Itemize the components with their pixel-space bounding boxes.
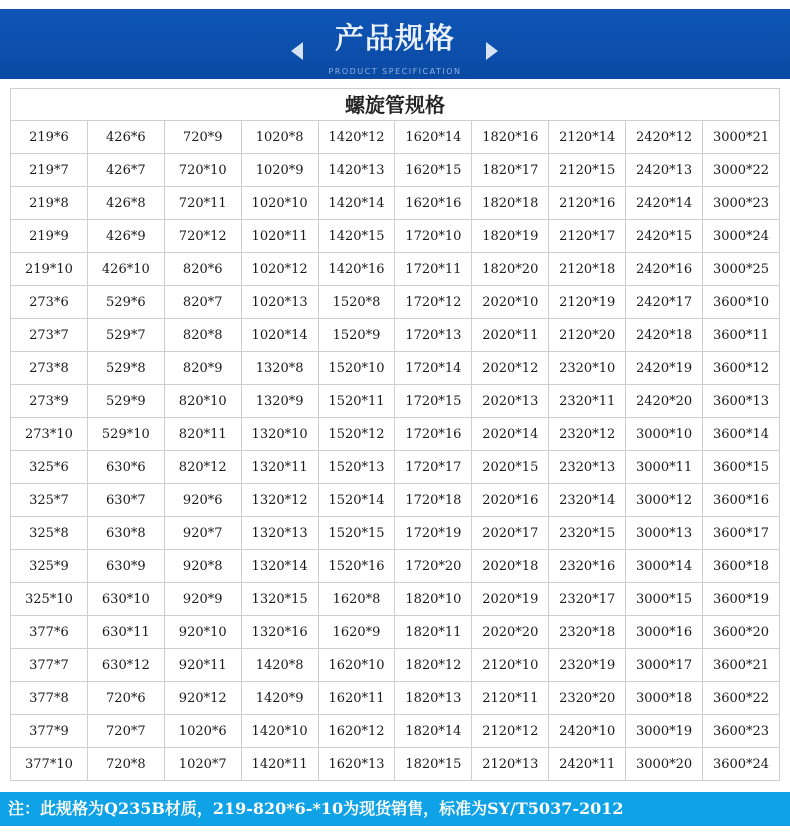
spec-table	[10, 120, 780, 781]
table-cell: 377*7	[11, 649, 88, 682]
table-cell: 2420*15	[626, 220, 703, 253]
table-cell: 2020*16	[472, 484, 549, 517]
table-cell: 2320*12	[549, 418, 626, 451]
table-cell: 1720*15	[395, 385, 472, 418]
table-row	[11, 583, 780, 616]
table-cell: 720*9	[164, 121, 241, 154]
table-cell: 920*9	[164, 583, 241, 616]
table-cell: 3600*20	[703, 616, 780, 649]
table-cell: 273*7	[11, 319, 88, 352]
table-row	[11, 352, 780, 385]
table-cell: 1420*15	[318, 220, 395, 253]
table-cell: 2120*20	[549, 319, 626, 352]
table-row	[11, 187, 780, 220]
table-cell: 3600*13	[703, 385, 780, 418]
table-cell: 2420*18	[626, 319, 703, 352]
table-cell: 377*10	[11, 748, 88, 781]
table-cell: 1520*8	[318, 286, 395, 319]
table-cell: 1620*8	[318, 583, 395, 616]
table-cell: 1020*12	[241, 253, 318, 286]
table-cell: 1820*17	[472, 154, 549, 187]
table-cell: 219*10	[11, 253, 88, 286]
table-cell: 1520*16	[318, 550, 395, 583]
table-cell: 1420*8	[241, 649, 318, 682]
table-cell: 820*10	[164, 385, 241, 418]
table-cell: 630*10	[87, 583, 164, 616]
table-cell: 3600*18	[703, 550, 780, 583]
table-row	[11, 319, 780, 352]
table-cell: 2120*15	[549, 154, 626, 187]
table-cell: 273*6	[11, 286, 88, 319]
table-cell: 1020*10	[241, 187, 318, 220]
table-cell: 2320*16	[549, 550, 626, 583]
table-cell: 529*7	[87, 319, 164, 352]
table-row	[11, 451, 780, 484]
table-cell: 325*9	[11, 550, 88, 583]
table-cell: 3000*20	[626, 748, 703, 781]
table-cell: 2020*17	[472, 517, 549, 550]
table-cell: 1720*14	[395, 352, 472, 385]
table-cell: 1420*10	[241, 715, 318, 748]
table-cell: 529*9	[87, 385, 164, 418]
table-cell: 1820*10	[395, 583, 472, 616]
table-cell: 2320*15	[549, 517, 626, 550]
table-cell: 1720*18	[395, 484, 472, 517]
table-cell: 1420*12	[318, 121, 395, 154]
table-cell: 3000*16	[626, 616, 703, 649]
chevron-right-icon	[484, 42, 500, 60]
table-row	[11, 154, 780, 187]
table-cell: 1520*10	[318, 352, 395, 385]
table-row	[11, 550, 780, 583]
table-cell: 426*8	[87, 187, 164, 220]
table-cell: 219*8	[11, 187, 88, 220]
page-title: 产品规格	[334, 21, 455, 55]
table-cell: 1620*10	[318, 649, 395, 682]
table-cell: 1720*13	[395, 319, 472, 352]
table-cell: 2120*14	[549, 121, 626, 154]
table-cell: 3600*15	[703, 451, 780, 484]
table-cell: 720*12	[164, 220, 241, 253]
table-cell: 3600*21	[703, 649, 780, 682]
table-cell: 3000*21	[703, 121, 780, 154]
table-cell: 2120*11	[472, 682, 549, 715]
table-cell: 920*11	[164, 649, 241, 682]
table-cell: 377*9	[11, 715, 88, 748]
table-cell: 820*11	[164, 418, 241, 451]
table-cell: 2020*13	[472, 385, 549, 418]
table-cell: 1420*11	[241, 748, 318, 781]
table-cell: 630*12	[87, 649, 164, 682]
table-cell: 3000*19	[626, 715, 703, 748]
table-cell: 1020*9	[241, 154, 318, 187]
table-cell: 1320*14	[241, 550, 318, 583]
table-row	[11, 682, 780, 715]
table-row	[11, 715, 780, 748]
table-cell: 1320*15	[241, 583, 318, 616]
page-subtitle: PRODUCT SPECIFICATION	[328, 67, 462, 76]
table-cell: 1520*13	[318, 451, 395, 484]
table-cell: 325*10	[11, 583, 88, 616]
table-cell: 920*7	[164, 517, 241, 550]
table-row	[11, 484, 780, 517]
table-cell: 820*7	[164, 286, 241, 319]
table-cell: 1820*18	[472, 187, 549, 220]
table-cell: 1520*12	[318, 418, 395, 451]
table-cell: 2120*18	[549, 253, 626, 286]
table-cell: 529*6	[87, 286, 164, 319]
table-cell: 720*8	[87, 748, 164, 781]
table-cell: 2420*16	[626, 253, 703, 286]
table-cell: 1320*13	[241, 517, 318, 550]
table-cell: 3600*19	[703, 583, 780, 616]
table-cell: 1020*8	[241, 121, 318, 154]
table-cell: 2020*15	[472, 451, 549, 484]
table-cell: 720*10	[164, 154, 241, 187]
table-cell: 1820*11	[395, 616, 472, 649]
table-cell: 2020*12	[472, 352, 549, 385]
table-cell: 325*8	[11, 517, 88, 550]
table-cell: 1020*13	[241, 286, 318, 319]
table-cell: 3600*24	[703, 748, 780, 781]
table-cell: 2320*17	[549, 583, 626, 616]
table-cell: 3000*10	[626, 418, 703, 451]
table-cell: 3600*17	[703, 517, 780, 550]
table-cell: 3000*25	[703, 253, 780, 286]
table-row	[11, 517, 780, 550]
table-cell: 2120*13	[472, 748, 549, 781]
table-cell: 2120*19	[549, 286, 626, 319]
table-row	[11, 649, 780, 682]
table-cell: 1620*15	[395, 154, 472, 187]
table-cell: 720*6	[87, 682, 164, 715]
table-cell: 3000*15	[626, 583, 703, 616]
table-cell: 426*10	[87, 253, 164, 286]
table-cell: 1720*17	[395, 451, 472, 484]
table-cell: 1520*15	[318, 517, 395, 550]
table-cell: 1820*14	[395, 715, 472, 748]
table-cell: 3600*16	[703, 484, 780, 517]
table-cell: 630*9	[87, 550, 164, 583]
table-cell: 1620*12	[318, 715, 395, 748]
table-cell: 630*7	[87, 484, 164, 517]
table-row	[11, 616, 780, 649]
table-cell: 2120*12	[472, 715, 549, 748]
table-cell: 720*11	[164, 187, 241, 220]
table-cell: 820*9	[164, 352, 241, 385]
table-title: 螺旋管规格	[10, 88, 780, 120]
table-cell: 820*8	[164, 319, 241, 352]
table-cell: 820*12	[164, 451, 241, 484]
table-cell: 2420*11	[549, 748, 626, 781]
table-cell: 3000*18	[626, 682, 703, 715]
table-cell: 2420*12	[626, 121, 703, 154]
table-row	[11, 220, 780, 253]
table-cell: 1320*12	[241, 484, 318, 517]
table-cell: 1620*13	[318, 748, 395, 781]
table-cell: 1820*13	[395, 682, 472, 715]
table-cell: 720*7	[87, 715, 164, 748]
table-cell: 219*9	[11, 220, 88, 253]
table-cell: 1620*11	[318, 682, 395, 715]
table-cell: 2420*14	[626, 187, 703, 220]
table-cell: 3000*23	[703, 187, 780, 220]
table-cell: 3600*14	[703, 418, 780, 451]
table-cell: 273*9	[11, 385, 88, 418]
table-row	[11, 385, 780, 418]
table-cell: 630*6	[87, 451, 164, 484]
table-cell: 1420*9	[241, 682, 318, 715]
table-cell: 1720*19	[395, 517, 472, 550]
table-cell: 2420*10	[549, 715, 626, 748]
table-cell: 920*8	[164, 550, 241, 583]
table-cell: 2020*10	[472, 286, 549, 319]
table-cell: 273*8	[11, 352, 88, 385]
table-cell: 1020*6	[164, 715, 241, 748]
table-cell: 2020*20	[472, 616, 549, 649]
table-cell: 3000*22	[703, 154, 780, 187]
table-cell: 3600*23	[703, 715, 780, 748]
table-cell: 426*7	[87, 154, 164, 187]
table-cell: 529*8	[87, 352, 164, 385]
table-row	[11, 286, 780, 319]
table-cell: 1820*16	[472, 121, 549, 154]
table-row	[11, 748, 780, 781]
table-cell: 2320*13	[549, 451, 626, 484]
table-cell: 1520*9	[318, 319, 395, 352]
table-cell: 3000*24	[703, 220, 780, 253]
table-cell: 1020*7	[164, 748, 241, 781]
spec-table-body	[11, 121, 780, 781]
table-cell: 2420*17	[626, 286, 703, 319]
table-cell: 3600*12	[703, 352, 780, 385]
table-cell: 2320*10	[549, 352, 626, 385]
table-cell: 3000*14	[626, 550, 703, 583]
table-cell: 3000*13	[626, 517, 703, 550]
footnote-bar: 注：此规格为Q235B材质，219-820*6-*10为现货销售，标准为SY/T5037-2012	[0, 792, 790, 826]
table-cell: 1720*16	[395, 418, 472, 451]
table-cell: 2420*19	[626, 352, 703, 385]
table-cell: 2320*19	[549, 649, 626, 682]
table-cell: 2020*14	[472, 418, 549, 451]
table-cell: 1320*16	[241, 616, 318, 649]
table-cell: 1820*19	[472, 220, 549, 253]
table-cell: 377*8	[11, 682, 88, 715]
table-cell: 2020*18	[472, 550, 549, 583]
table-cell: 920*12	[164, 682, 241, 715]
table-cell: 1020*11	[241, 220, 318, 253]
table-cell: 920*10	[164, 616, 241, 649]
table-cell: 1320*8	[241, 352, 318, 385]
table-cell: 426*6	[87, 121, 164, 154]
table-cell: 1520*14	[318, 484, 395, 517]
table-cell: 1820*12	[395, 649, 472, 682]
table-cell: 1520*11	[318, 385, 395, 418]
table-cell: 1720*10	[395, 220, 472, 253]
table-row	[11, 253, 780, 286]
table-cell: 1620*16	[395, 187, 472, 220]
table-cell: 1720*20	[395, 550, 472, 583]
table-cell: 219*6	[11, 121, 88, 154]
table-cell: 1020*14	[241, 319, 318, 352]
table-cell: 1820*20	[472, 253, 549, 286]
table-cell: 2020*11	[472, 319, 549, 352]
table-cell: 3000*11	[626, 451, 703, 484]
table-cell: 2320*18	[549, 616, 626, 649]
table-cell: 1320*10	[241, 418, 318, 451]
table-cell: 325*7	[11, 484, 88, 517]
table-cell: 529*10	[87, 418, 164, 451]
table-cell: 1420*14	[318, 187, 395, 220]
table-cell: 1720*12	[395, 286, 472, 319]
table-cell: 1320*9	[241, 385, 318, 418]
table-cell: 820*6	[164, 253, 241, 286]
table-cell: 2320*20	[549, 682, 626, 715]
table-cell: 630*8	[87, 517, 164, 550]
table-cell: 3600*11	[703, 319, 780, 352]
table-cell: 219*7	[11, 154, 88, 187]
table-cell: 630*11	[87, 616, 164, 649]
table-cell: 2020*19	[472, 583, 549, 616]
table-cell: 1420*13	[318, 154, 395, 187]
table-cell: 2120*10	[472, 649, 549, 682]
table-cell: 2120*17	[549, 220, 626, 253]
table-cell: 920*6	[164, 484, 241, 517]
table-cell: 377*6	[11, 616, 88, 649]
header-banner	[0, 9, 790, 79]
table-cell: 1620*9	[318, 616, 395, 649]
table-cell: 426*9	[87, 220, 164, 253]
table-cell: 1420*16	[318, 253, 395, 286]
table-cell: 1720*11	[395, 253, 472, 286]
table-cell: 3000*12	[626, 484, 703, 517]
table-cell: 3000*17	[626, 649, 703, 682]
table-cell: 325*6	[11, 451, 88, 484]
table-row	[11, 121, 780, 154]
table-cell: 2320*14	[549, 484, 626, 517]
table-row	[11, 418, 780, 451]
table-cell: 1320*11	[241, 451, 318, 484]
table-cell: 2320*11	[549, 385, 626, 418]
table-cell: 2420*13	[626, 154, 703, 187]
table-cell: 1620*14	[395, 121, 472, 154]
table-cell: 273*10	[11, 418, 88, 451]
table-cell: 2420*20	[626, 385, 703, 418]
table-cell: 3600*22	[703, 682, 780, 715]
table-cell: 2120*16	[549, 187, 626, 220]
table-cell: 1820*15	[395, 748, 472, 781]
table-cell: 3600*10	[703, 286, 780, 319]
